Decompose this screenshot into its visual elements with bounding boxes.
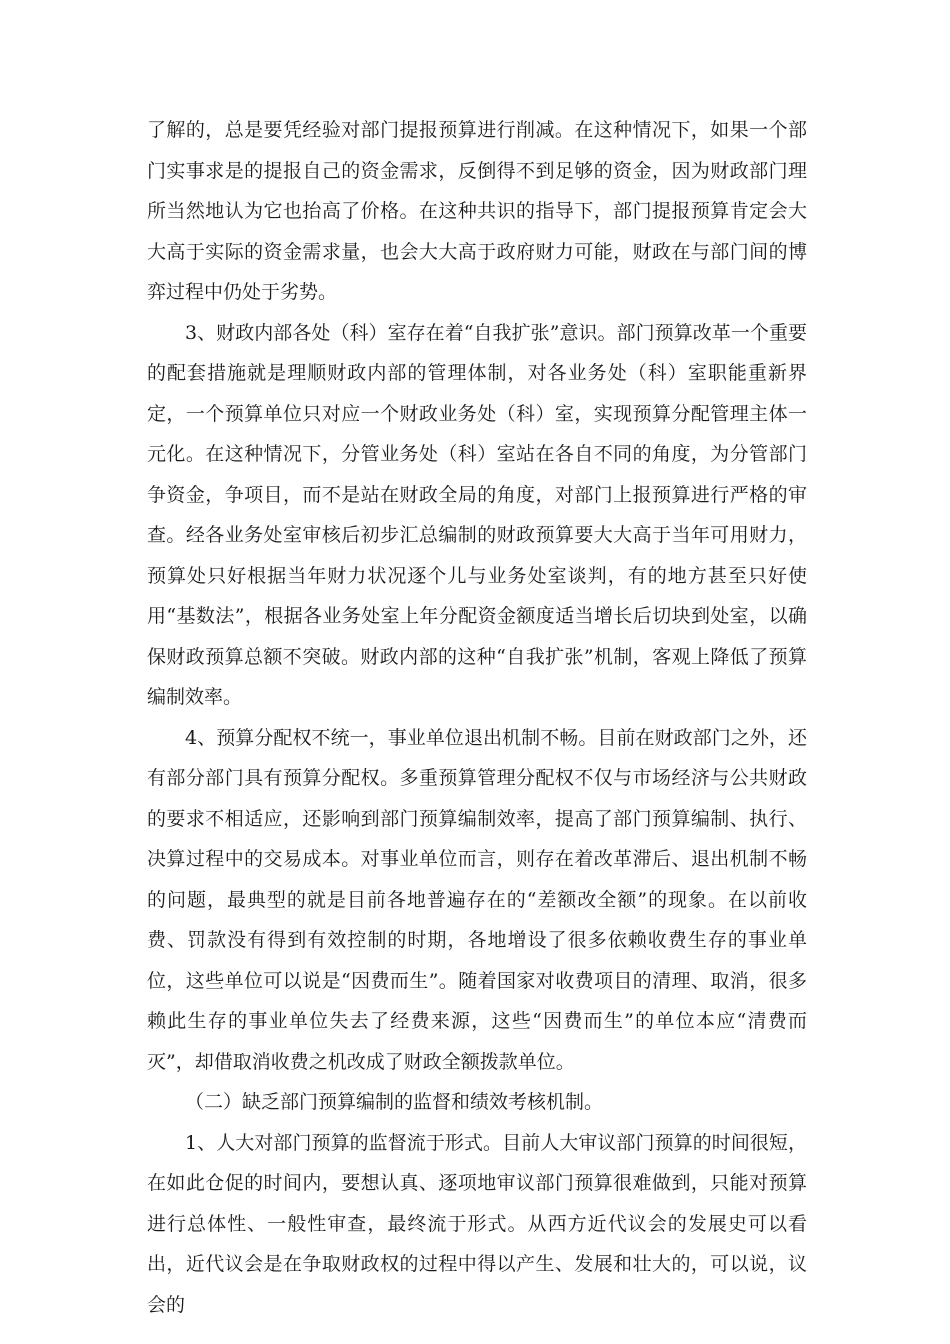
section-heading: （二）缺乏部门预算编制的监督和绩效考核机制。 bbox=[185, 1091, 604, 1113]
paragraph-item-3: 3、财政内部各处（科）室存在着“自我扩张”意识。部门预算改革一个重要的配套措施就是理顺财政内部的管理体制，对各业务处（科）室职能重新界定，一个预算单位只对应一个财政业务处（科）室，实现预算分配管理主体一元化。在这种情况下，分管业务处（科）室站在各自不同的角度，为分管部门争资金，争项目，而不是站在财政全局的角度，对部门上报预算进行严格的审查。经各业务处室审核后初步汇总编制的财政预算要大大高于当年可用财力，预算处只好根据当年财力状况逐个儿与业务处室谈判，有的地方甚至只好使用“基数法”，根据各业务处室上年分配资金额度适当增长后切块到处室，以确保财政预算总额不突破。财政内部的这种“自我扩张”机制，客观上降低了预算编制效率。 bbox=[147, 321, 807, 708]
paragraph-item-4: 4、预算分配权不统一，事业单位退出机制不畅。目前在财政部门之外，还有部分部门具有预算分配权。多重预算管理分配权不仅与市场经济与公共财政的要求不相适应，还影响到部门预算编制效率，提高了部门预算编制、执行、决算过程中的交易成本。对事业单位而言，则存在着改革滞后、退出机制不畅的问题，最典型的就是目前各地普遍存在的“差额改全额”的现象。在以前收费、罚款没有得到有效控制的时期，各地增设了很多依赖收费生存的事业单位，这些单位可以说是“因费而生”。随着国家对收费项目的清理、取消，很多赖此生存的事业单位失去了经费来源，这些“因费而生”的单位本应“清费而灭”，却借取消收费之机改成了财政全额拨款单位。 bbox=[147, 726, 807, 1073]
body-text bbox=[147, 110, 807, 1325]
paragraph-item-1: 1、人大对部门预算的监督流于形式。目前人大审议部门预算的时间很短，在如此仓促的时间内，要想认真、逐项地审议部门预算很难做到，只能对预算进行总体性、一般性审查，最终流于形式。从西方近代议会的发展史可以看出，近代议会是在争取财政权的过程中得以产生、发展和壮大的，可以说，议会的 bbox=[147, 1131, 807, 1316]
paragraph-continuation: 了解的，总是要凭经验对部门提报预算进行削减。在这种情况下，如果一个部门实事求是的提报自己的资金需求，反倒得不到足够的资金，因为财政部门理所当然地认为它也抬高了价格。在这种共识的指导下，部门提报预算肯定会大大高于实际的资金需求量，也会大大高于政府财力可能，财政在与部门间的博弈过程中仍处于劣势。 bbox=[147, 119, 807, 303]
